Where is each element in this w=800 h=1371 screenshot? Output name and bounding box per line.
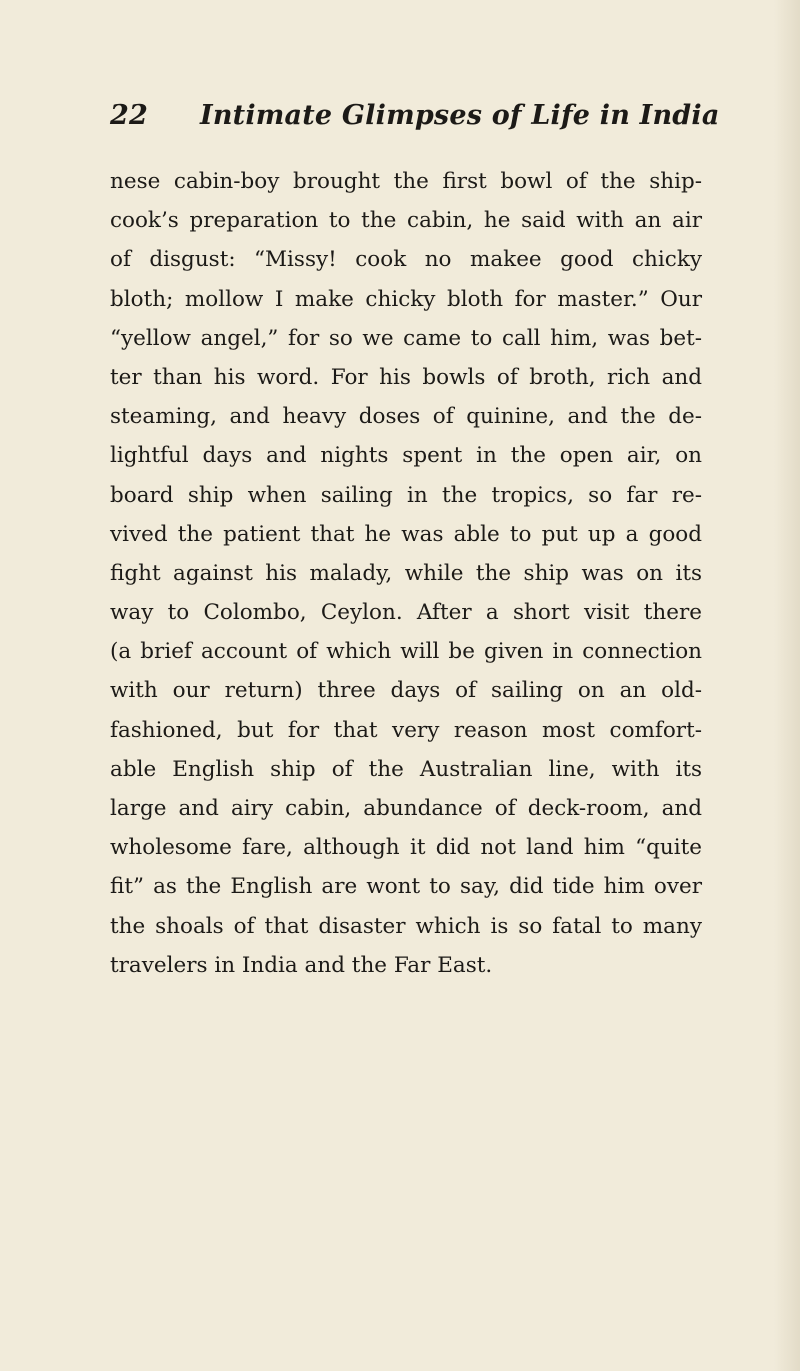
text-line: ter than his word. For his bowls of broth, rich and	[110, 364, 702, 390]
text-line: fight against his malady, while the ship was on its	[110, 560, 702, 586]
text-line: lightful days and nights spent in the open air, on	[110, 443, 702, 469]
running-head	[110, 100, 720, 144]
text-line: fashioned, but for that very reason most comfort-	[110, 717, 702, 743]
body-paragraph	[110, 162, 702, 985]
text-line: travelers in India and the Far East.	[110, 952, 493, 978]
text-line: wholesome fare, although it did not land him “quite	[110, 835, 702, 861]
text-line: fit” as the English are wont to say, did tide him over	[110, 874, 702, 900]
text-line: (a brief account of which will be given in connection	[110, 639, 702, 665]
text-line: bloth; mollow I make chicky bloth for master.” Our	[110, 286, 702, 312]
text-line: vived the patient that he was able to put up a good	[110, 521, 702, 547]
page-edge-shadow	[774, 0, 800, 1371]
text-line: large and airy cabin, abundance of deck-room, and	[110, 796, 702, 821]
text-line: able English ship of the Australian line, with its	[110, 756, 702, 782]
text-line: cook’s preparation to the cabin, he said with an air	[110, 208, 702, 234]
page-number: 22	[110, 100, 148, 131]
text-line: board ship when sailing in the tropics, so far re-	[110, 482, 702, 508]
text-line: with our return) three days of sailing on an old-	[110, 678, 702, 704]
text-line: steaming, and heavy doses of quinine, and the de-	[110, 404, 702, 430]
text-line: nese cabin-boy brought the first bowl of the ship-	[110, 169, 702, 194]
text-line: of disgust: “Missy! cook no makee good chicky	[110, 247, 702, 273]
text-line: the shoals of that disaster which is so fatal to many	[110, 913, 702, 939]
text-line: “yellow angel,” for so we came to call him, was bet-	[110, 325, 702, 351]
text-line: way to Colombo, Ceylon. After a short visit there	[110, 600, 702, 626]
running-title: Intimate Glimpses of Life in India	[200, 100, 720, 131]
